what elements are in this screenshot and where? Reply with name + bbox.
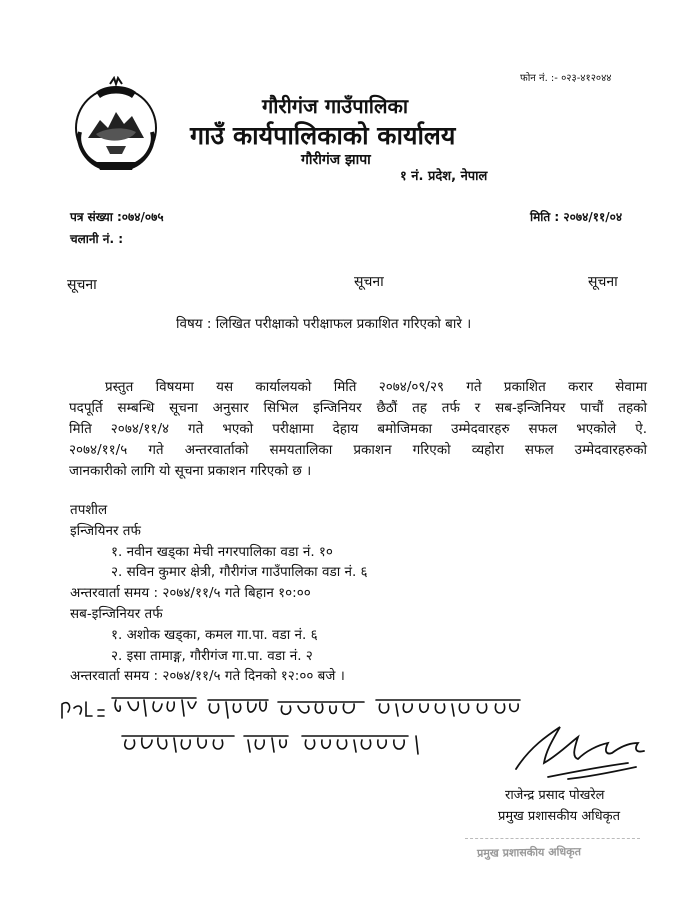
handwritten-note [58,690,528,770]
notice-heading-right: सूचना [588,274,618,290]
body-line: पदपूर्ति सम्बन्धि सूचना अनुसार सिभिल इन्जिनियर छैठौं तह तर्फ र सब-इन्जिनियर पाचौं तहको [69,400,647,416]
subject-line: विषय : लिखित परीक्षाको परीक्षाफल प्रकाशित गरिएको बारे । [176,316,472,332]
engineer-section-heading: इन्जियिनर तर्फ [70,522,141,539]
province-line: १ नं. प्रदेश, नेपाल [400,169,488,184]
municipality-name: गौरीगंज गाउँपालिका [262,94,409,118]
signature [508,707,658,787]
body-paragraph [69,377,647,482]
list-item: २. इसा तामाङ्ग, गौरीगंज गा.पा. वडा नं. २ [111,647,313,664]
signatory-name: राजेन्द्र प्रसाद पोखरेल [505,788,605,803]
letter-date: मिति : २०७४/११/०४ [530,210,623,224]
signatory-title: प्रमुख प्रशासकीय अधिकृत [498,809,621,824]
phone-number: फोन नं. :- ०२३-४१२०४४ [520,73,612,84]
nepal-government-emblem-icon [66,76,166,176]
body-line: मिति २०७४/११/४ गते भएको परीक्षामा देहाय बमोजिमका उम्मेदवारहरु सफल भएकोले ऐ. [69,421,647,437]
notice-heading-center: सूचना [354,274,384,290]
details-list [70,500,368,687]
office-name: गाउँ कार्यपालिकाको कार्यालय [190,121,456,150]
engineer-interview-time: अन्तरवार्ता समय : २०७४/११/५ गते बिहान १०:०० [70,585,311,602]
subengineer-section-heading: सब-इन्जिनियर तर्फ [70,605,163,622]
dispatch-number: चलानी नं. : [70,232,124,246]
subengineer-interview-time: अन्तरवार्ता समय : २०७४/११/५ गते दिनको १२:०० बजे । [70,668,345,685]
office-location: गौरीगंज झापा [301,152,371,168]
reference-number: पत्र संख्या :०७४/०७५ [70,210,164,224]
body-line: जानकारीको लागि यो सूचना प्रकाशन गरिएको छ । [69,463,312,479]
list-item: १. अशोक खड्का, कमल गा.पा. वडा नं. ६ [111,626,318,643]
notice-heading-left: सूचना [67,277,97,293]
stamp-divider [465,838,640,840]
body-line: प्रस्तुत विषयमा यस कार्यालयको मिति २०७४/०९/२९ गते प्रकाशित करार सेवामा [105,379,647,395]
details-heading: तपशील [70,502,108,518]
list-item: २. सविन कुमार क्षेत्री, गौरीगंज गाउँपालिका वडा नं. ६ [111,564,368,581]
list-item: १. नवीन खड्का मेची नगरपालिका वडा नं. १० [111,543,333,560]
body-line: २०७४/११/५ गते अन्तरवार्ताको समयतालिका प्रकाशन गरिएको व्यहोरा सफल उम्मेदवारहरुको [69,442,647,458]
official-stamp: प्रमुख प्रशासकीय अधिकृत [476,845,582,860]
